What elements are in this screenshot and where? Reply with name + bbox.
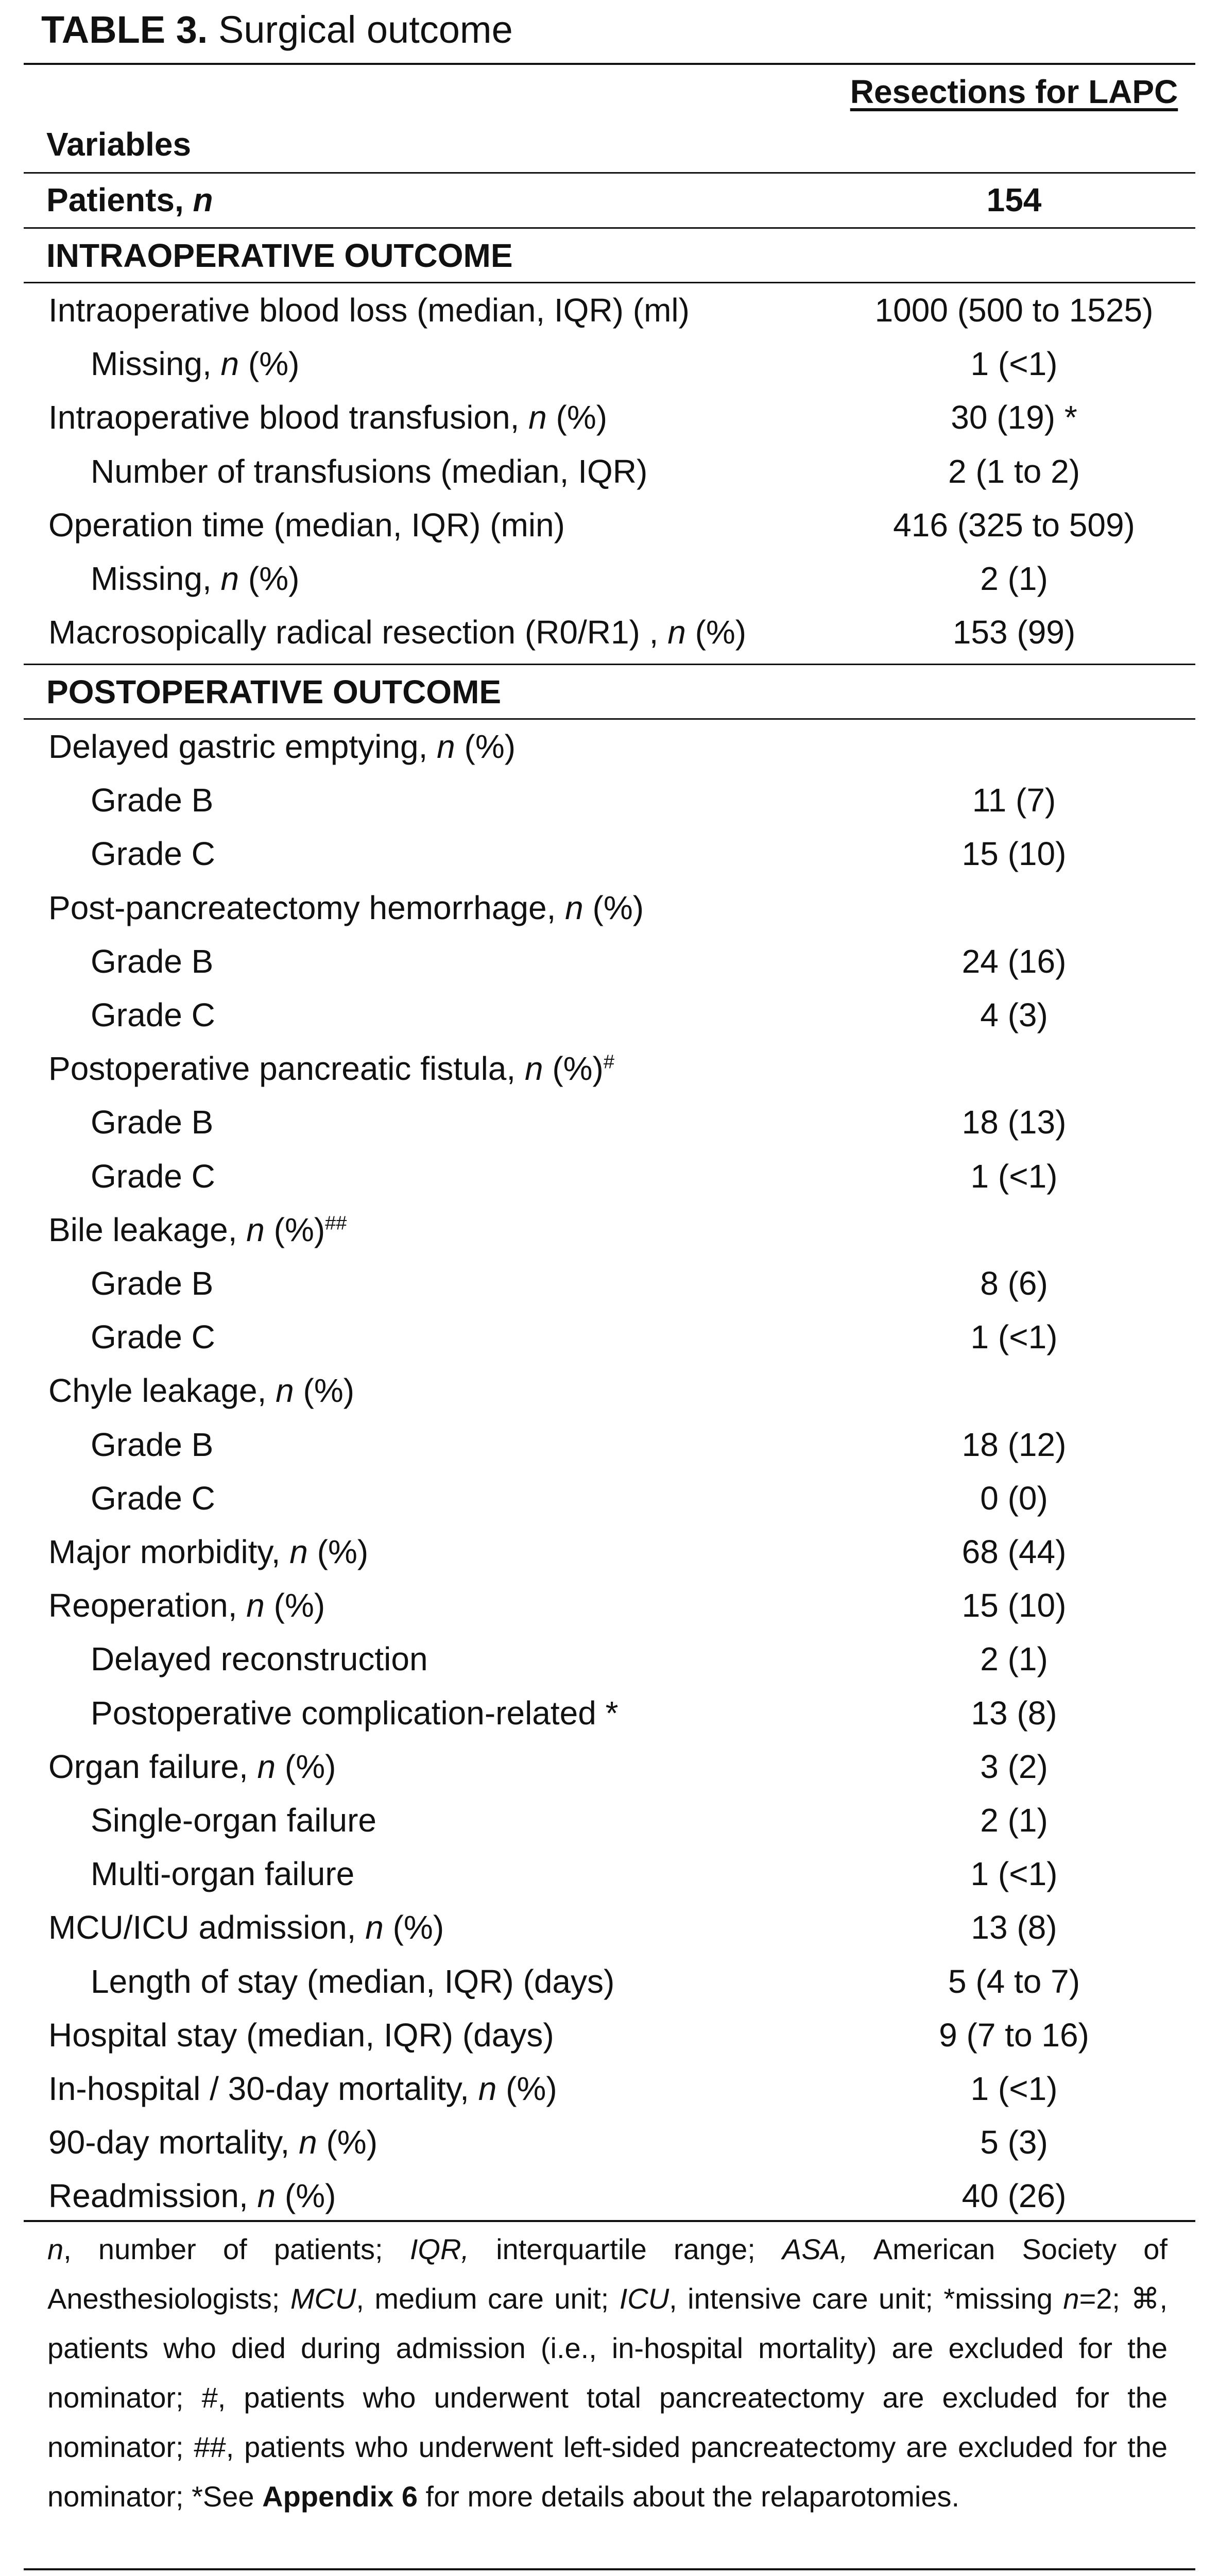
- row-label: Multi-organ failure: [91, 1855, 355, 1893]
- row-value: 68 (44): [962, 1533, 1067, 1570]
- table-row: [24, 1471, 1195, 1525]
- table-bottom-rule: [24, 2220, 1195, 2222]
- table-row: [24, 498, 1195, 552]
- row-label: Grade B: [91, 1265, 214, 1302]
- table-row: [24, 1901, 1195, 1954]
- footnote-segment: ASA,: [782, 2233, 848, 2265]
- row-label: Postoperative pancreatic fistula, n (%)#: [48, 1050, 614, 1088]
- row-label: Grade B: [91, 1426, 214, 1463]
- row-label: Macrosopically radical resection (R0/R1) , n (%): [48, 614, 747, 651]
- table-row: [24, 720, 1195, 773]
- row-label: 90-day mortality, n (%): [48, 2124, 377, 2161]
- row-label: Readmission, n (%): [48, 2177, 336, 2215]
- table-row: [24, 1955, 1195, 2008]
- section-postop: [24, 665, 1195, 719]
- row-value: 416 (325 to 509): [893, 506, 1135, 544]
- row-label: Hospital stay (median, IQR) (days): [48, 2016, 554, 2054]
- row-value: 4 (3): [980, 996, 1048, 1033]
- footnote-segment: n: [1063, 2282, 1079, 2315]
- table-row: [24, 1042, 1195, 1095]
- row-label: Grade C: [91, 1157, 215, 1195]
- row-label: Single-organ failure: [91, 1802, 376, 1839]
- row-value: 40 (26): [962, 2177, 1067, 2215]
- row-label: MCU/ICU admission, n (%): [48, 1909, 444, 1946]
- row-label: Missing, n (%): [91, 560, 300, 597]
- table-row: [24, 1793, 1195, 1847]
- row-label: Operation time (median, IQR) (min): [48, 506, 565, 544]
- footnote-segment: =2; ⌘, patients who died during admission (i.e., in-hospital mortality) are excluded for the nominator; #, patients who underwent total pancreatectomy are excluded for the nominator; ##, patients who underwent left-sided pancreatectomy are excluded for the nominator; *See: [47, 2282, 1168, 2513]
- row-label: Grade C: [91, 1479, 215, 1517]
- footnote-segment: MCU: [290, 2282, 356, 2315]
- row-label: Grade C: [91, 1318, 215, 1356]
- row-label: Bile leakage, n (%)##: [48, 1211, 347, 1248]
- row-value: 15 (10): [962, 1587, 1067, 1624]
- table-row: [24, 2115, 1195, 2169]
- footnote-segment: interquartile range;: [469, 2233, 782, 2265]
- row-label: Missing, n (%): [91, 345, 300, 383]
- table-row: [24, 1257, 1195, 1310]
- row-value: 1 (<1): [970, 345, 1058, 383]
- row-label: Reoperation, n (%): [48, 1587, 325, 1624]
- table-row: [24, 2062, 1195, 2115]
- column-header-row: [24, 65, 1195, 118]
- row-label: Intraoperative blood loss (median, IQR) (ml): [48, 292, 690, 329]
- table-row: [24, 881, 1195, 935]
- row-label: Number of transfusions (median, IQR): [91, 452, 648, 490]
- table-caption: Surgical outcome: [218, 8, 513, 51]
- row-label: In-hospital / 30-day mortality, n (%): [48, 2070, 557, 2107]
- row-label: Length of stay (median, IQR) (days): [91, 1962, 615, 2000]
- footnote-segment: , number of patients;: [63, 2233, 410, 2265]
- row-label: Chyle leakage, n (%): [48, 1372, 355, 1410]
- row-value: 11 (7): [972, 782, 1056, 819]
- table-row: [24, 827, 1195, 880]
- table-row: [24, 391, 1195, 444]
- row-label: Postoperative complication-related *: [91, 1694, 619, 1732]
- table-row: [24, 1364, 1195, 1417]
- table-row: [24, 1095, 1195, 1149]
- row-label: Intraoperative blood transfusion, n (%): [48, 399, 608, 436]
- row-value: 1 (<1): [970, 2070, 1058, 2107]
- row-label: Grade B: [91, 782, 214, 819]
- section-intraop: [24, 229, 1195, 282]
- footnote-segment: ICU: [619, 2282, 669, 2315]
- table-row: [24, 552, 1195, 605]
- row-label: Grade C: [91, 996, 215, 1033]
- table-row: [24, 1686, 1195, 1740]
- row-value: 2 (1): [980, 1802, 1048, 1839]
- row-value: 8 (6): [980, 1265, 1048, 1302]
- table-title: [41, 4, 513, 56]
- table-row: [24, 2169, 1195, 2223]
- variables-header-row: [24, 117, 1195, 171]
- row-value: 1 (<1): [970, 1157, 1058, 1195]
- table-row: [24, 605, 1195, 659]
- table-row: [24, 935, 1195, 988]
- table-row: [24, 1149, 1195, 1203]
- table-row: [24, 773, 1195, 827]
- row-label: Post-pancreatectomy hemorrhage, n (%): [48, 889, 644, 926]
- row-label: Delayed gastric emptying, n (%): [48, 728, 516, 765]
- row-value: 2 (1): [980, 560, 1048, 597]
- footnote-segment: American Society of Anesthesiologists;: [47, 2233, 1168, 2315]
- row-value: 13 (8): [971, 1694, 1057, 1732]
- row-label: Delayed reconstruction: [91, 1640, 428, 1678]
- row-value: 13 (8): [971, 1909, 1057, 1946]
- variables-header: Variables: [46, 126, 192, 163]
- row-value: 18 (13): [962, 1104, 1067, 1141]
- table-row: [24, 1632, 1195, 1686]
- row-value: 30 (19) *: [951, 399, 1077, 436]
- table-row: [24, 2008, 1195, 2062]
- footnote-bottom-rule: [24, 2568, 1195, 2570]
- table-row: [24, 1418, 1195, 1471]
- table-number: TABLE 3.: [41, 8, 208, 51]
- row-value: 9 (7 to 16): [939, 2016, 1089, 2054]
- row-value: 5 (3): [980, 2124, 1048, 2161]
- footnote-segment: for more details about the relaparotomies.: [417, 2480, 960, 2513]
- footnote-segment: n: [47, 2233, 64, 2265]
- row-label: Organ failure, n (%): [48, 1748, 336, 1785]
- table-row: [24, 1310, 1195, 1364]
- footnote-segment: , intensive care unit; *missing: [669, 2282, 1063, 2315]
- row-value: 153 (99): [952, 614, 1076, 651]
- table-row: [24, 283, 1195, 337]
- column-header: Resections for LAPC: [850, 73, 1178, 110]
- table-row: [24, 988, 1195, 1042]
- table-row: [24, 1740, 1195, 1793]
- patients-label: Patients, n: [46, 181, 213, 218]
- row-value: 1000 (500 to 1525): [874, 292, 1154, 329]
- section-title: POSTOPERATIVE OUTCOME: [46, 673, 502, 710]
- footnote-segment: Appendix 6: [262, 2480, 418, 2513]
- row-value: 0 (0): [980, 1479, 1048, 1517]
- row-label: Grade B: [91, 942, 214, 980]
- row-value: 1 (<1): [970, 1855, 1058, 1893]
- row-value: 2 (1 to 2): [948, 452, 1080, 490]
- row-value: 18 (12): [962, 1426, 1067, 1463]
- table-row: [24, 1579, 1195, 1632]
- row-label: Major morbidity, n (%): [48, 1533, 369, 1570]
- footnote-segment: IQR,: [409, 2233, 469, 2265]
- table-footnote: [47, 2225, 1168, 2521]
- table-row: [24, 1203, 1195, 1257]
- patients-value: 154: [986, 181, 1042, 218]
- table-row: [24, 445, 1195, 498]
- footnote-segment: , medium care unit;: [356, 2282, 620, 2315]
- row-value: 15 (10): [962, 835, 1067, 873]
- table-row: [24, 1525, 1195, 1579]
- table-row: [24, 1847, 1195, 1901]
- row-value: 1 (<1): [970, 1318, 1058, 1356]
- section-title: INTRAOPERATIVE OUTCOME: [46, 237, 513, 274]
- row-value: 24 (16): [962, 942, 1067, 980]
- row-label: Grade C: [91, 835, 215, 873]
- table-row: [24, 337, 1195, 391]
- row-label: Grade B: [91, 1104, 214, 1141]
- patients-row: [24, 173, 1195, 227]
- row-value: 5 (4 to 7): [948, 1962, 1080, 2000]
- row-value: 2 (1): [980, 1640, 1048, 1678]
- row-value: 3 (2): [980, 1748, 1048, 1785]
